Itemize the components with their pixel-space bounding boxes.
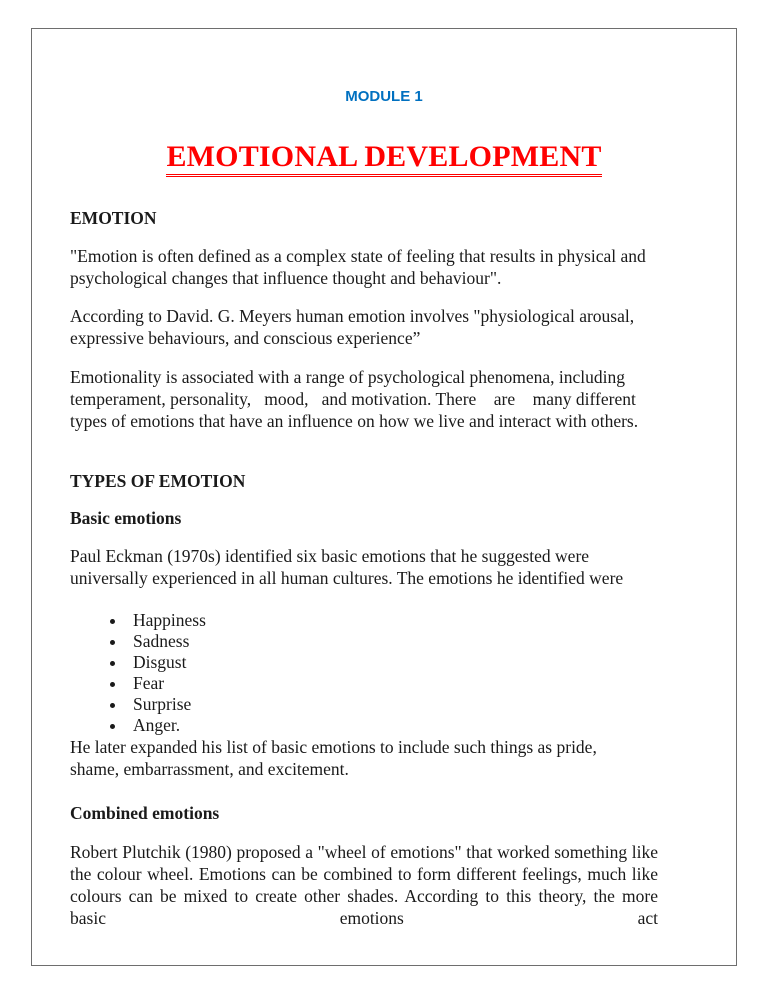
- paragraph-emotionality: Emotionality is associated with a range of psychological phenomena, including temperament, personality, mood, and motivation. There are many different types of emotions that have an influence on how we live and interact with others.: [70, 367, 654, 431]
- bullet-icon: [110, 703, 115, 708]
- document-title: [0, 140, 768, 177]
- list-item-label: Disgust: [133, 652, 187, 672]
- paragraph-expanded-list: He later expanded his list of basic emotions to include such things as pride, shame, embarrassment, and excitement.: [70, 737, 597, 779]
- list-item: [70, 715, 206, 736]
- module-label: MODULE 1: [345, 88, 423, 105]
- list-item: [70, 652, 206, 673]
- bullet-icon: [110, 682, 115, 687]
- list-item-label: Fear: [133, 673, 165, 693]
- paragraph-emotion-definition: "Emotion is often defined as a complex state of feeling that results in physical and psychological changes that influence thought and behaviour".: [70, 246, 646, 288]
- list-item-label: Anger.: [133, 715, 181, 735]
- list-item: [70, 610, 206, 631]
- list-item-label: Sadness: [133, 631, 190, 651]
- list-item: [70, 673, 206, 694]
- subheading-combined-emotions: Combined emotions: [70, 803, 220, 823]
- list-item-label: Surprise: [133, 694, 192, 714]
- bullet-icon: [110, 619, 115, 624]
- list-item: [70, 631, 206, 652]
- subheading-basic-emotions: Basic emotions: [70, 508, 182, 528]
- section-heading-emotion: EMOTION: [70, 208, 157, 228]
- bullet-icon: [110, 724, 115, 729]
- list-item: [70, 694, 206, 715]
- section-heading-types-of-emotion: TYPES OF EMOTION: [70, 471, 246, 491]
- bullet-icon: [110, 640, 115, 645]
- document-title-text: EMOTIONAL DEVELOPMENT: [166, 141, 601, 177]
- basic-emotions-list: [70, 610, 206, 736]
- paragraph-plutchik: Robert Plutchik (1980) proposed a "wheel of emotions" that worked something like the colour wheel. Emotions can be combined to form different feelings, much like colours can be mixed to create other shades. According to this theory, the more basic emotions act: [70, 842, 658, 928]
- paragraph-eckman: Paul Eckman (1970s) identified six basic emotions that he suggested were universally experienced in all human cultures. The emotions he identified were: [70, 546, 624, 588]
- bullet-icon: [110, 661, 115, 666]
- list-item-label: Happiness: [133, 610, 206, 630]
- paragraph-meyers-quote: According to David. G. Meyers human emotion involves "physiological arousal, expressive behaviours, and conscious experience”: [70, 306, 635, 348]
